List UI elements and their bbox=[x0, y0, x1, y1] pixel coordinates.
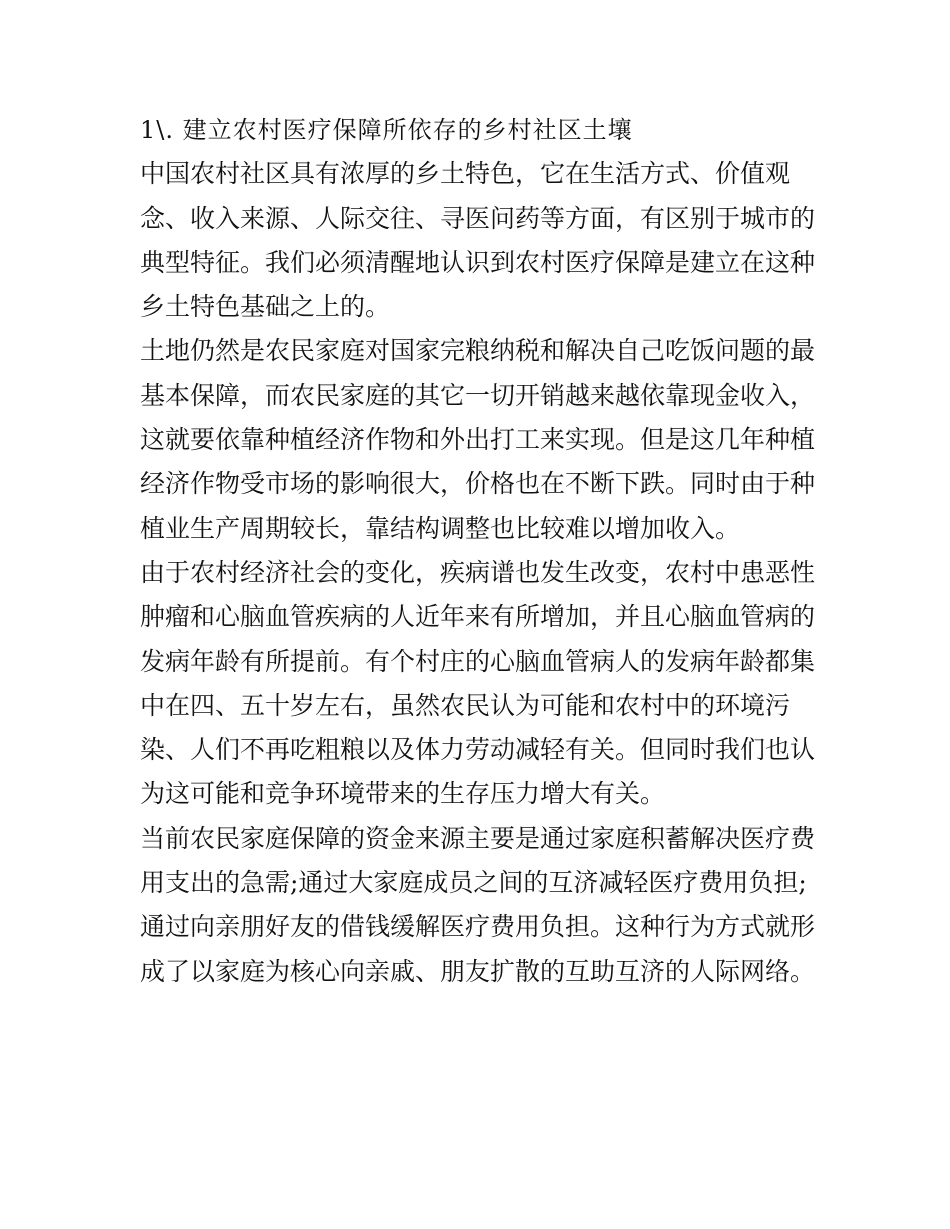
text-line: 发病年龄有所提前。有个村庄的心脑血管病人的发病年龄都集 bbox=[140, 646, 816, 676]
text-line: 念、收入来源、人际交往、寻医问药等方面，有区别于城市的 bbox=[140, 203, 816, 233]
text-line: 土地仍然是农民家庭对国家完粮纳税和解决自己吃饭问题的最 bbox=[140, 336, 816, 366]
text-line: 成了以家庭为核心向亲戚、朋友扩散的互助互济的人际网络。 bbox=[140, 956, 816, 986]
paragraph-2 bbox=[140, 329, 820, 550]
paragraph-4 bbox=[140, 817, 820, 994]
text-line: 典型特征。我们必须清醒地认识到农村医疗保障是建立在这种 bbox=[140, 247, 816, 277]
text-line: 这就要依靠种植经济作物和外出打工来实现。但是这几年种植 bbox=[140, 425, 816, 455]
text-line: 用支出的急需;通过大家庭成员之间的互济减轻医疗费用负担; bbox=[140, 868, 807, 898]
section-heading: 1\. 建立农村医疗保障所依存的乡村社区土壤 bbox=[140, 116, 633, 144]
text-line: 中国农村社区具有浓厚的乡土特色，它在生活方式、价值观 bbox=[140, 159, 791, 189]
text-line: 植业生产周期较长，靠结构调整也比较难以增加收入。 bbox=[140, 513, 741, 543]
document-body bbox=[140, 108, 820, 994]
text-line: 由于农村经济社会的变化，疾病谱也发生改变，农村中患恶性 bbox=[140, 557, 816, 587]
text-line: 染、人们不再吃粗粮以及体力劳动减轻有关。但同时我们也认 bbox=[140, 735, 816, 765]
text-line: 乡土特色基础之上的。 bbox=[140, 292, 391, 322]
text-line: 为这可能和竞争环境带来的生存压力增大有关。 bbox=[140, 779, 666, 809]
text-line: 中在四、五十岁左右，虽然农民认为可能和农村中的环境污 bbox=[140, 690, 791, 720]
text-line: 经济作物受市场的影响很大，价格也在不断下跌。同时由于种 bbox=[140, 469, 816, 499]
text-line: 通过向亲朋好友的借钱缓解医疗费用负担。这种行为方式就形 bbox=[140, 912, 816, 942]
text-line: 肿瘤和心脑血管疾病的人近年来有所增加，并且心脑血管病的 bbox=[140, 602, 816, 632]
text-line: 基本保障，而农民家庭的其它一切开销越来越依靠现金收入， bbox=[140, 380, 816, 410]
paragraph-3 bbox=[140, 551, 820, 817]
text-line: 当前农民家庭保障的资金来源主要是通过家庭积蓄解决医疗费 bbox=[140, 823, 816, 853]
paragraph-1 bbox=[140, 152, 820, 329]
